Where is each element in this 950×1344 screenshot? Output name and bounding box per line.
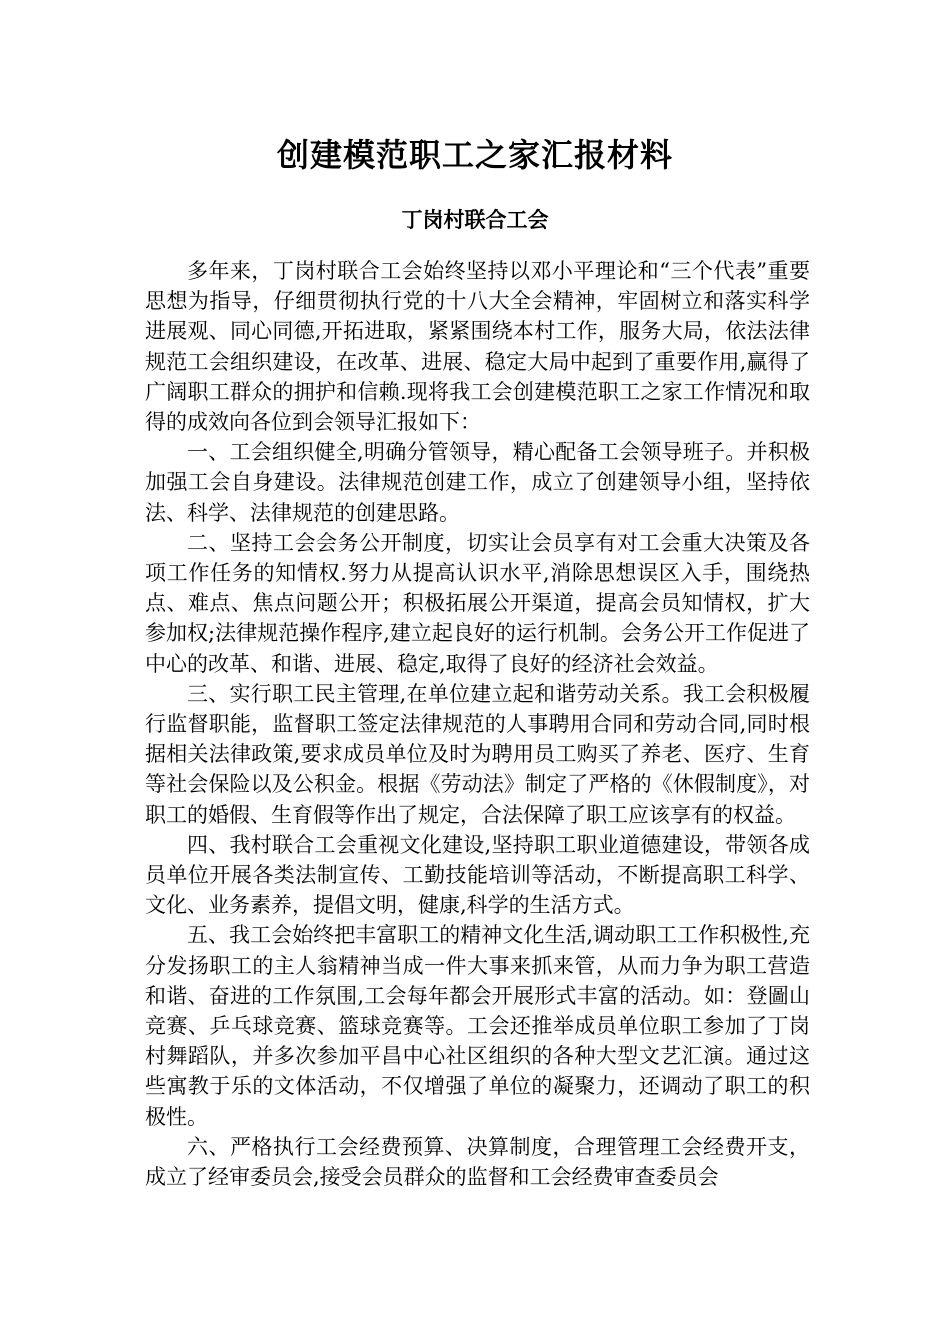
paragraph-section-5: 五、我工会始终把丰富职工的精神文化生活,调动职工工作积极性,充分发扬职工的主人翁精神当成一件大事来抓来管，从而力争为职工营造和谐、奋进的工作氛围,工会每年都会开展形式丰富的活动。如：登圖山竞赛、乒乓球竞赛、篮球竞赛等。工会还推举成员单位职工参加了丁岗村舞蹈队，并多次参加平昌中心社区组织的各种大型文艺汇演。通过这些寓教于乐的文体活动，不仅增强了单位的凝聚力，还调动了职工的积极性。 xyxy=(145,923,810,1129)
paragraph-section-6: 六、严格执行工会经费预算、决算制度，合理管理工会经费开支，成立了经审委员会,接受会员群众的监督和工会经费审查委员会 xyxy=(145,1134,810,1190)
paragraph-section-2: 二、坚持工会会务公开制度，切实让会员享有对工会重大决策及各项工作任务的知情权.努力从提高认识水平,消除思想误区入手，围绕热点、难点、焦点问题公开；积极拓展公开渠道，提高会员知情权，扩大参加权;法律规范操作程序,建立起良好的运行机制。会务公开工作促进了中心的改革、和谐、进展、稳定,取得了良好的经济社会效益。 xyxy=(145,530,810,676)
paragraph-section-1: 一、工会组织健全,明确分管领导，精心配备工会领导班子。并积极加强工会自身建设。法律规范创建工作，成立了创建领导小组，坚持依法、科学、法律规范的创建思路。 xyxy=(145,440,810,525)
document-body xyxy=(145,256,810,1192)
document-title: 创建模范职工之家汇报材料 xyxy=(276,136,673,174)
paragraph-section-4: 四、我村联合工会重视文化建设,坚持职工职业道德建设，带领各成员单位开展各类法制宣传、工勤技能培训等活动，不断提高职工科学、文化、业务素养，提倡文明，健康,科学的生活方式。 xyxy=(145,832,810,918)
paragraph-section-3: 三、实行职工民主管理,在单位建立起和谐劳动关系。我工会积极履行监督职能，监督职工签定法律规范的人事聘用合同和劳动合同,同时根据相关法律政策,要求成员单位及时为聘用员工购买了养老、医疗、生育等社会保险以及公积金。根据《劳动法》制定了严格的《休假制度》，对职工的婚假、生育假等作出了规定，合法保障了职工应该享有的权益。 xyxy=(145,681,810,827)
document-author: 丁岗村联合工会 xyxy=(401,207,549,232)
paragraph-intro: 多年来，丁岗村联合工会始终坚持以邓小平理论和“三个代表”重要思想为指导，仔细贯彻执行党的十八大全会精神，牢固树立和落实科学进展观、同心同德,开拓进取，紧紧围绕本村工作，服务大局，依法法律规范工会组织建设，在改革、进展、稳定大局中起到了重要作用,赢得了广阔职工群众的拥护和信赖.现将我工会创建模范职工之家工作情况和取得的成效向各位到会领导汇报如下： xyxy=(145,259,810,435)
